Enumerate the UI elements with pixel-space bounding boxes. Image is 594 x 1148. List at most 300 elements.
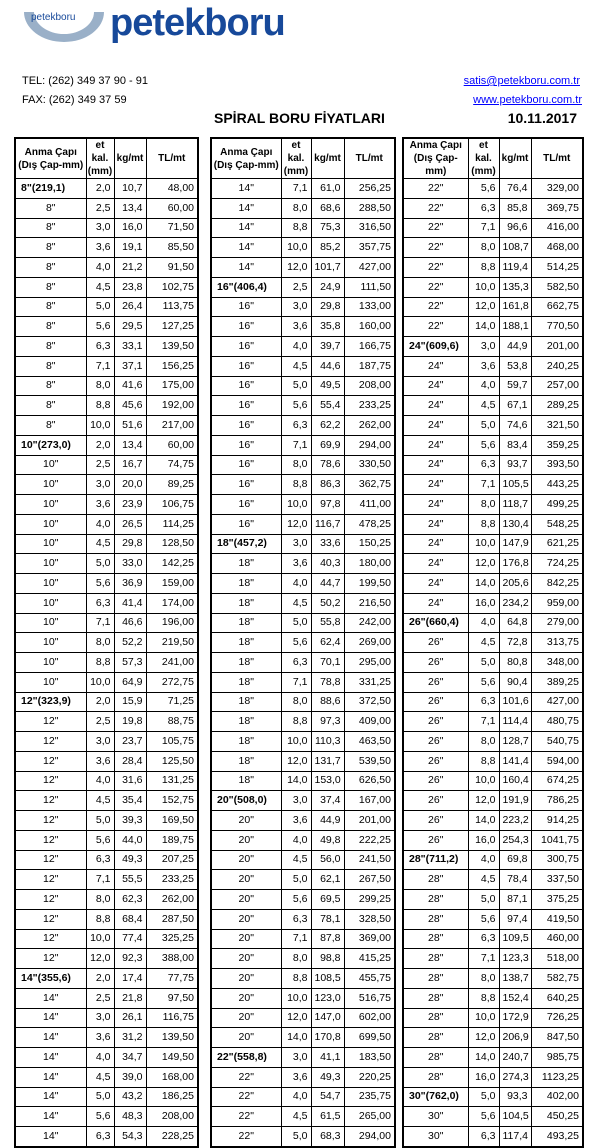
weight-cell: 78,4 xyxy=(499,870,531,890)
weight-cell: 97,4 xyxy=(499,909,531,929)
weight-cell: 45,6 xyxy=(114,396,146,416)
price-cell: 450,25 xyxy=(531,1107,583,1127)
size-cell: 28"(711,2) xyxy=(403,850,468,870)
thickness-cell: 4,5 xyxy=(86,534,114,554)
table-row xyxy=(403,297,583,317)
thickness-cell: 10,0 xyxy=(281,495,311,515)
size-cell: 18" xyxy=(211,751,281,771)
size-cell: 18" xyxy=(211,692,281,712)
price-cell: 539,50 xyxy=(344,751,395,771)
price-cell: 287,50 xyxy=(146,909,198,929)
size-cell: 12" xyxy=(15,830,86,850)
size-cell: 16" xyxy=(211,514,281,534)
weight-cell: 23,9 xyxy=(114,495,146,515)
table-row xyxy=(211,1028,395,1048)
price-cell: 621,25 xyxy=(531,534,583,554)
size-cell: 20" xyxy=(211,830,281,850)
column-header: TL/mt xyxy=(531,138,583,179)
table-row xyxy=(211,969,395,989)
size-cell: 16" xyxy=(211,416,281,436)
size-cell: 26" xyxy=(403,692,468,712)
price-cell: 427,00 xyxy=(531,692,583,712)
price-cell: 114,25 xyxy=(146,514,198,534)
size-cell: 28" xyxy=(403,1067,468,1087)
size-cell: 8" xyxy=(15,376,86,396)
table-row xyxy=(211,949,395,969)
price-cell: 71,25 xyxy=(146,692,198,712)
thickness-cell: 8,8 xyxy=(86,909,114,929)
weight-cell: 21,2 xyxy=(114,258,146,278)
weight-cell: 49,8 xyxy=(311,830,344,850)
weight-cell: 123,0 xyxy=(311,988,344,1008)
weight-cell: 64,8 xyxy=(499,613,531,633)
size-cell: 16" xyxy=(211,356,281,376)
table-row xyxy=(15,277,198,297)
size-cell: 10" xyxy=(15,534,86,554)
price-cell: 329,00 xyxy=(531,179,583,199)
thickness-cell: 5,6 xyxy=(281,396,311,416)
weight-cell: 56,0 xyxy=(311,850,344,870)
table-row xyxy=(15,218,198,238)
table-row xyxy=(211,988,395,1008)
weight-cell: 57,3 xyxy=(114,653,146,673)
price-cell: 60,00 xyxy=(146,435,198,455)
thickness-cell: 7,1 xyxy=(468,475,499,495)
thickness-cell: 7,1 xyxy=(86,613,114,633)
size-cell: 16" xyxy=(211,337,281,357)
thickness-cell: 5,0 xyxy=(281,870,311,890)
table-row xyxy=(15,1028,198,1048)
size-cell: 24" xyxy=(403,593,468,613)
price-cell: 348,00 xyxy=(531,653,583,673)
price-cell: 419,50 xyxy=(531,909,583,929)
price-cell: 415,25 xyxy=(344,949,395,969)
weight-cell: 274,3 xyxy=(499,1067,531,1087)
size-cell: 14" xyxy=(211,218,281,238)
price-cell: 468,00 xyxy=(531,238,583,258)
weight-cell: 97,8 xyxy=(311,495,344,515)
price-cell: 207,25 xyxy=(146,850,198,870)
price-cell: 295,00 xyxy=(344,653,395,673)
table-row xyxy=(15,475,198,495)
size-cell: 24" xyxy=(403,554,468,574)
weight-cell: 37,1 xyxy=(114,356,146,376)
size-cell: 14" xyxy=(211,258,281,278)
size-cell: 12" xyxy=(15,751,86,771)
table-row xyxy=(211,633,395,653)
price-cell: 125,50 xyxy=(146,751,198,771)
size-cell: 28" xyxy=(403,1008,468,1028)
price-cell: 582,75 xyxy=(531,969,583,989)
weight-cell: 78,6 xyxy=(311,455,344,475)
thickness-cell: 5,0 xyxy=(86,811,114,831)
weight-cell: 51,6 xyxy=(114,416,146,436)
size-cell: 26" xyxy=(403,732,468,752)
price-cell: 726,25 xyxy=(531,1008,583,1028)
table-row xyxy=(403,356,583,376)
table-row xyxy=(15,712,198,732)
weight-cell: 110,3 xyxy=(311,732,344,752)
thickness-cell: 3,0 xyxy=(86,218,114,238)
table-row xyxy=(15,1107,198,1127)
size-cell: 14" xyxy=(15,1067,86,1087)
weight-cell: 29,8 xyxy=(114,534,146,554)
weight-cell: 69,9 xyxy=(311,435,344,455)
price-cell: 139,50 xyxy=(146,337,198,357)
weight-cell: 24,9 xyxy=(311,277,344,297)
size-cell: 20" xyxy=(211,929,281,949)
thickness-cell: 2,0 xyxy=(86,692,114,712)
weight-cell: 40,3 xyxy=(311,554,344,574)
price-cell: 175,00 xyxy=(146,376,198,396)
price-cell: 116,75 xyxy=(146,1008,198,1028)
table-row xyxy=(211,554,395,574)
table-row xyxy=(403,514,583,534)
thickness-cell: 6,3 xyxy=(281,416,311,436)
table-row xyxy=(211,435,395,455)
price-cell: 313,75 xyxy=(531,633,583,653)
thickness-cell: 6,3 xyxy=(86,593,114,613)
weight-cell: 170,8 xyxy=(311,1028,344,1048)
table-row xyxy=(15,929,198,949)
thickness-cell: 8,8 xyxy=(468,514,499,534)
thickness-cell: 3,0 xyxy=(468,337,499,357)
price-cell: 499,25 xyxy=(531,495,583,515)
size-cell: 18" xyxy=(211,574,281,594)
price-cell: 242,00 xyxy=(344,613,395,633)
thickness-cell: 8,8 xyxy=(281,712,311,732)
phone-number: TEL: (262) 349 37 90 - 91 xyxy=(22,75,148,87)
size-cell: 10" xyxy=(15,514,86,534)
table-row xyxy=(403,830,583,850)
table-row xyxy=(15,1127,198,1147)
price-cell: 257,00 xyxy=(531,376,583,396)
thickness-cell: 4,0 xyxy=(281,830,311,850)
price-cell: 842,25 xyxy=(531,574,583,594)
size-cell: 18"(457,2) xyxy=(211,534,281,554)
weight-cell: 119,4 xyxy=(499,258,531,278)
weight-cell: 92,3 xyxy=(114,949,146,969)
column-header: kg/mt xyxy=(114,138,146,179)
size-cell: 22" xyxy=(403,297,468,317)
table-row xyxy=(211,692,395,712)
table-row xyxy=(15,969,198,989)
weight-cell: 254,3 xyxy=(499,830,531,850)
weight-cell: 69,8 xyxy=(499,850,531,870)
price-cell: 662,75 xyxy=(531,297,583,317)
thickness-cell: 3,0 xyxy=(281,297,311,317)
size-cell: 24" xyxy=(403,574,468,594)
thickness-cell: 2,5 xyxy=(86,455,114,475)
weight-cell: 172,9 xyxy=(499,1008,531,1028)
thickness-cell: 8,0 xyxy=(281,949,311,969)
weight-cell: 50,2 xyxy=(311,593,344,613)
size-cell: 20" xyxy=(211,909,281,929)
size-cell: 28" xyxy=(403,988,468,1008)
weight-cell: 118,7 xyxy=(499,495,531,515)
price-cell: 71,50 xyxy=(146,218,198,238)
size-cell: 22" xyxy=(403,198,468,218)
table-row xyxy=(211,613,395,633)
weight-cell: 116,7 xyxy=(311,514,344,534)
thickness-cell: 12,0 xyxy=(281,514,311,534)
price-cell: 724,25 xyxy=(531,554,583,574)
table-row xyxy=(403,771,583,791)
size-cell: 28" xyxy=(403,1028,468,1048)
thickness-cell: 16,0 xyxy=(468,1067,499,1087)
email-link[interactable]: satis@petekboru.com.tr xyxy=(463,75,580,87)
table-row xyxy=(403,791,583,811)
weight-cell: 23,7 xyxy=(114,732,146,752)
table-row xyxy=(211,1087,395,1107)
size-cell: 18" xyxy=(211,554,281,574)
table-row xyxy=(15,890,198,910)
thickness-cell: 5,6 xyxy=(468,435,499,455)
weight-cell: 55,4 xyxy=(311,396,344,416)
size-cell: 22" xyxy=(211,1067,281,1087)
size-cell: 28" xyxy=(403,929,468,949)
price-cell: 228,25 xyxy=(146,1127,198,1147)
weight-cell: 131,7 xyxy=(311,751,344,771)
weight-cell: 234,2 xyxy=(499,593,531,613)
price-cell: 294,00 xyxy=(344,435,395,455)
table-row xyxy=(211,1127,395,1147)
size-cell: 16" xyxy=(211,396,281,416)
size-cell: 10" xyxy=(15,574,86,594)
price-cell: 240,25 xyxy=(531,356,583,376)
size-cell: 28" xyxy=(403,969,468,989)
weight-cell: 44,0 xyxy=(114,830,146,850)
table-row xyxy=(403,238,583,258)
price-cell: 217,00 xyxy=(146,416,198,436)
table-row xyxy=(403,969,583,989)
weight-cell: 31,6 xyxy=(114,771,146,791)
weight-cell: 54,3 xyxy=(114,1127,146,1147)
price-cell: 262,00 xyxy=(344,416,395,436)
table-row xyxy=(211,514,395,534)
weight-cell: 114,4 xyxy=(499,712,531,732)
size-cell: 12" xyxy=(15,949,86,969)
size-cell: 16" xyxy=(211,435,281,455)
price-cell: 294,00 xyxy=(344,1127,395,1147)
table-row xyxy=(403,534,583,554)
size-cell: 10" xyxy=(15,593,86,613)
thickness-cell: 2,5 xyxy=(86,712,114,732)
size-cell: 12" xyxy=(15,712,86,732)
size-cell: 10" xyxy=(15,475,86,495)
size-cell: 20" xyxy=(211,988,281,1008)
thickness-cell: 2,0 xyxy=(86,435,114,455)
weight-cell: 41,4 xyxy=(114,593,146,613)
price-cell: 443,25 xyxy=(531,475,583,495)
size-cell: 22" xyxy=(403,258,468,278)
table-row xyxy=(15,416,198,436)
thickness-cell: 8,8 xyxy=(281,969,311,989)
thickness-cell: 3,0 xyxy=(86,732,114,752)
thickness-cell: 8,0 xyxy=(86,890,114,910)
table-row xyxy=(403,475,583,495)
table-row xyxy=(211,277,395,297)
table-row xyxy=(403,198,583,218)
thickness-cell: 5,6 xyxy=(468,909,499,929)
weight-cell: 74,6 xyxy=(499,416,531,436)
thickness-cell: 5,6 xyxy=(468,179,499,199)
table-row xyxy=(15,633,198,653)
table-row xyxy=(211,811,395,831)
size-cell: 12" xyxy=(15,771,86,791)
weight-cell: 153,0 xyxy=(311,771,344,791)
price-cell: 131,25 xyxy=(146,771,198,791)
weight-cell: 72,8 xyxy=(499,633,531,653)
price-cell: 460,00 xyxy=(531,929,583,949)
weight-cell: 205,6 xyxy=(499,574,531,594)
table-row xyxy=(15,850,198,870)
size-cell: 18" xyxy=(211,633,281,653)
price-cell: 233,25 xyxy=(146,870,198,890)
table-row xyxy=(403,712,583,732)
price-cell: 241,50 xyxy=(344,850,395,870)
table-row xyxy=(211,593,395,613)
price-table-2 xyxy=(210,137,396,1148)
size-cell: 26" xyxy=(403,672,468,692)
price-cell: 328,50 xyxy=(344,909,395,929)
thickness-cell: 4,5 xyxy=(468,396,499,416)
thickness-cell: 10,0 xyxy=(468,534,499,554)
weight-cell: 62,3 xyxy=(114,890,146,910)
table-row xyxy=(15,949,198,969)
weight-cell: 123,3 xyxy=(499,949,531,969)
weight-cell: 26,5 xyxy=(114,514,146,534)
thickness-cell: 8,0 xyxy=(468,495,499,515)
price-cell: 241,00 xyxy=(146,653,198,673)
table-row xyxy=(15,455,198,475)
table-row xyxy=(15,909,198,929)
weight-cell: 223,2 xyxy=(499,811,531,831)
thickness-cell: 3,0 xyxy=(281,791,311,811)
thickness-cell: 4,0 xyxy=(281,574,311,594)
table-row xyxy=(15,1048,198,1068)
table-row xyxy=(211,890,395,910)
thickness-cell: 10,0 xyxy=(468,771,499,791)
table-row xyxy=(403,554,583,574)
weight-cell: 20,0 xyxy=(114,475,146,495)
table-row xyxy=(211,258,395,278)
weight-cell: 48,3 xyxy=(114,1107,146,1127)
thickness-cell: 6,3 xyxy=(468,929,499,949)
weight-cell: 23,8 xyxy=(114,277,146,297)
table-row xyxy=(403,277,583,297)
weight-cell: 49,3 xyxy=(311,1067,344,1087)
thickness-cell: 5,6 xyxy=(86,317,114,337)
thickness-cell: 4,5 xyxy=(281,356,311,376)
size-cell: 14" xyxy=(211,238,281,258)
thickness-cell: 6,3 xyxy=(468,455,499,475)
thickness-cell: 10,0 xyxy=(281,732,311,752)
thickness-cell: 4,0 xyxy=(468,850,499,870)
size-cell: 8" xyxy=(15,297,86,317)
weight-cell: 128,7 xyxy=(499,732,531,752)
price-cell: 106,75 xyxy=(146,495,198,515)
size-cell: 16" xyxy=(211,475,281,495)
table-row xyxy=(211,791,395,811)
weight-cell: 54,7 xyxy=(311,1087,344,1107)
website-link[interactable]: www.petekboru.com.tr xyxy=(473,94,582,106)
size-cell: 12" xyxy=(15,870,86,890)
table-row xyxy=(211,455,395,475)
weight-cell: 34,7 xyxy=(114,1048,146,1068)
price-cell: 300,75 xyxy=(531,850,583,870)
table-row xyxy=(211,909,395,929)
price-cell: 602,00 xyxy=(344,1008,395,1028)
price-cell: 196,00 xyxy=(146,613,198,633)
weight-cell: 36,9 xyxy=(114,574,146,594)
weight-cell: 105,5 xyxy=(499,475,531,495)
weight-cell: 130,4 xyxy=(499,514,531,534)
weight-cell: 33,0 xyxy=(114,554,146,574)
thickness-cell: 4,0 xyxy=(281,337,311,357)
table-row xyxy=(15,198,198,218)
price-cell: 372,50 xyxy=(344,692,395,712)
weight-cell: 53,8 xyxy=(499,356,531,376)
price-cell: 478,25 xyxy=(344,514,395,534)
price-cell: 393,50 xyxy=(531,455,583,475)
size-cell: 18" xyxy=(211,732,281,752)
weight-cell: 49,3 xyxy=(114,850,146,870)
size-cell: 26" xyxy=(403,751,468,771)
thickness-cell: 8,0 xyxy=(281,692,311,712)
table-header-row xyxy=(403,138,583,179)
price-table-3 xyxy=(402,137,584,1148)
thickness-cell: 8,0 xyxy=(281,455,311,475)
size-cell: 12" xyxy=(15,791,86,811)
table-row xyxy=(403,1127,583,1147)
price-cell: 279,00 xyxy=(531,613,583,633)
table-row xyxy=(211,1067,395,1087)
thickness-cell: 7,1 xyxy=(281,179,311,199)
weight-cell: 90,4 xyxy=(499,672,531,692)
table-row xyxy=(403,949,583,969)
thickness-cell: 7,1 xyxy=(86,356,114,376)
weight-cell: 21,8 xyxy=(114,988,146,1008)
weight-cell: 55,5 xyxy=(114,870,146,890)
table-row xyxy=(211,396,395,416)
table-row xyxy=(15,179,198,199)
table-row xyxy=(403,909,583,929)
table-row xyxy=(403,692,583,712)
price-cell: 222,25 xyxy=(344,830,395,850)
weight-cell: 96,6 xyxy=(499,218,531,238)
price-cell: 325,25 xyxy=(146,929,198,949)
price-cell: 1041,75 xyxy=(531,830,583,850)
size-cell: 8"(219,1) xyxy=(15,179,86,199)
thickness-cell: 10,0 xyxy=(281,238,311,258)
weight-cell: 87,1 xyxy=(499,890,531,910)
thickness-cell: 8,0 xyxy=(86,633,114,653)
table-row xyxy=(15,672,198,692)
weight-cell: 49,5 xyxy=(311,376,344,396)
thickness-cell: 5,0 xyxy=(281,613,311,633)
size-cell: 20" xyxy=(211,1028,281,1048)
price-cell: 233,25 xyxy=(344,396,395,416)
price-cell: 359,25 xyxy=(531,435,583,455)
thickness-cell: 3,6 xyxy=(468,356,499,376)
thickness-cell: 5,0 xyxy=(86,297,114,317)
table-row xyxy=(15,692,198,712)
weight-cell: 39,0 xyxy=(114,1067,146,1087)
table-row xyxy=(211,653,395,673)
table-row xyxy=(15,791,198,811)
thickness-cell: 14,0 xyxy=(281,1028,311,1048)
